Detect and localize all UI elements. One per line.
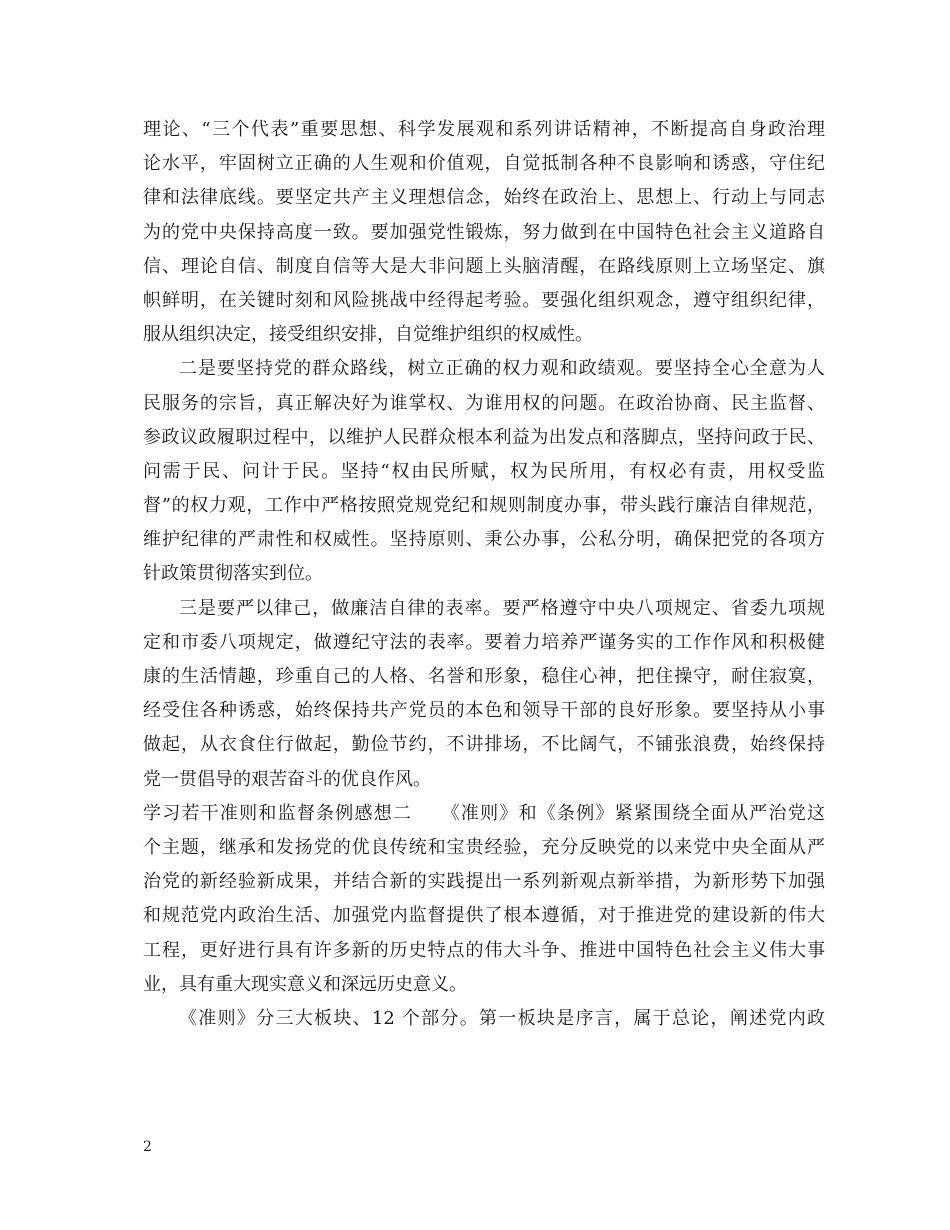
text-line: 工程，更好进行具有许多新的历史特点的伟大斗争、推进中国特色社会主义伟大事	[143, 939, 825, 961]
text-line: 康的生活情趣，珍重自己的人格、名誉和形象，稳住心神，把住操守，耐住寂寞，	[143, 666, 825, 687]
document-body	[143, 113, 825, 1036]
text-line: 二是要坚持党的群众路线，树立正确的权力观和政绩观。要坚持全心全意为人	[179, 358, 825, 380]
text-line: 帜鲜明，在关键时刻和风险挑战中经得起考验。要强化组织观念，遵守组织纪律，	[143, 289, 825, 311]
text-line: 信、理论自信、制度自信等大是大非问题上头脑清醒，在路线原则上立场坚定、旗	[143, 255, 825, 277]
text-line: 三是要严以律己，做廉洁自律的表率。要严格遵守中央八项规定、省委九项规	[179, 597, 825, 619]
text-line: 为的党中央保持高度一致。要加强党性锻炼，努力做到在中国特色社会主义道路自	[143, 221, 825, 243]
text-line: 《准则》分三大板块、12 个部分。第一板块是序言，属于总论，阐述党内政	[179, 1007, 825, 1029]
text-line: 维护纪律的严肃性和权威性。坚持原则、秉公办事，公私分明，确保把党的各项方	[143, 529, 825, 551]
text-line: 问需于民、问计于民。坚持“权由民所赋，权为民所用，有权必有责，用权受监	[143, 460, 825, 482]
text-line: 定和市委八项规定，做遵纪守法的表率。要着力培养严谨务实的工作作风和积极健	[143, 631, 825, 653]
text-line: 学习若干准则和监督条例感想二 《准则》和《条例》紧紧围绕全面从严治党这	[143, 802, 825, 824]
text-line: 经受住各种诱惑，始终保持共产党员的本色和领导干部的良好形象。要坚持从小事	[143, 700, 825, 722]
text-line: 理论、“三个代表”重要思想、科学发展观和系列讲话精神，不断提高自身政治理	[143, 119, 825, 140]
text-line: 治党的新经验新成果，并结合新的实践提出一系列新观点新举措，为新形势下加强	[143, 871, 825, 893]
text-line: 党一贯倡导的艰苦奋斗的优良作风。	[143, 768, 431, 790]
text-line: 个主题，继承和发扬党的优良传统和宝贵经验，充分反映党的以来党中央全面从严	[143, 836, 825, 858]
text-line: 针政策贯彻落实到位。	[143, 563, 323, 585]
text-line: 民服务的宗旨，真正解决好为谁掌权、为谁用权的问题。在政治协商、民主监督、	[143, 392, 825, 414]
page-number: 2	[143, 1139, 152, 1155]
text-line: 和规范党内政治生活、加强党内监督提供了根本遵循，对于推进党的建设新的伟大	[143, 905, 825, 927]
text-line: 论水平，牢固树立正确的人生观和价值观，自觉抵制各种不良影响和诱惑，守住纪	[143, 153, 825, 175]
text-line: 参政议政履职过程中，以维护人民群众根本利益为出发点和落脚点，坚持问政于民、	[143, 426, 825, 448]
text-line: 督”的权力观，工作中严格按照党规党纪和规则制度办事，带头践行廉洁自律规范，	[143, 495, 825, 517]
text-line: 服从组织决定，接受组织安排，自觉维护组织的权威性。	[143, 324, 593, 346]
text-line: 律和法律底线。要坚定共产主义理想信念，始终在政治上、思想上、行动上与同志	[143, 187, 825, 209]
text-line: 做起，从衣食住行做起，勤俭节约，不讲排场，不比阔气，不铺张浪费，始终保持	[143, 734, 825, 756]
text-line: 业，具有重大现实意义和深远历史意义。	[143, 973, 467, 995]
